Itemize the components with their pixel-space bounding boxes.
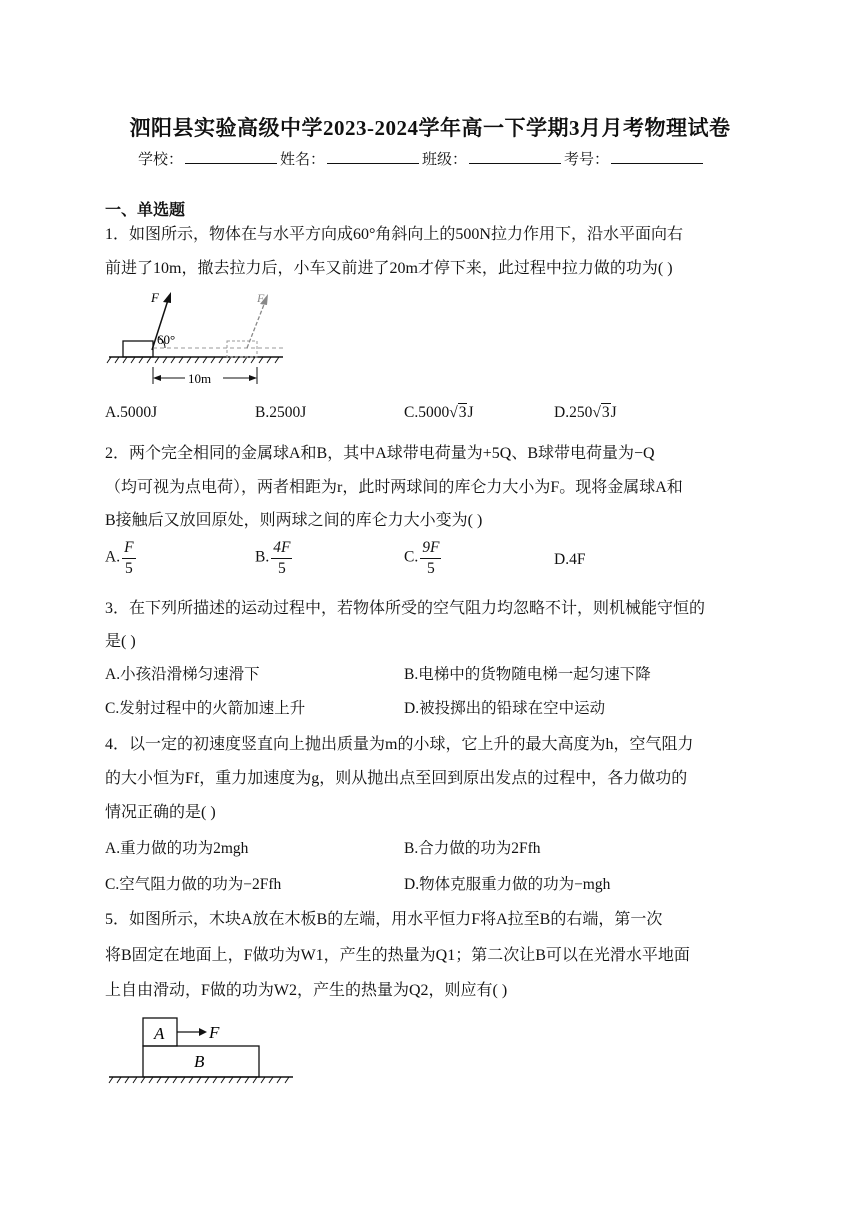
q1-option-c-radicand: 3 bbox=[458, 404, 467, 421]
section-heading: 一、单选题 bbox=[105, 202, 186, 219]
q3-line1: 3．在下列所描述的运动过程中，若物体所受的空气阻力均忽略不计，则机械能守恒的 bbox=[105, 600, 706, 617]
exam-no-blank[interactable] bbox=[611, 151, 703, 164]
q3-option-a[interactable]: A.小孩沿滑梯匀速滑下 bbox=[105, 666, 260, 683]
q5-line3: 上自由滑动，F做的功为W2，产生的热量为Q2，则应有( ) bbox=[105, 982, 508, 999]
q2-option-a-label: A. bbox=[105, 548, 121, 566]
q2-option-b-fraction bbox=[271, 540, 292, 576]
q5-line2: 将B固定在地面上，F做功为W1，产生的热量为Q1；第二次让B可以在光滑水平地面 bbox=[105, 947, 690, 964]
q5-line1: 5．如图所示，木块A放在木板B的左端，用水平恒力F将A拉至B的右端，第一次 bbox=[105, 911, 663, 928]
force-arrow-dashed bbox=[247, 302, 265, 348]
block-start bbox=[123, 341, 153, 357]
q2-option-c-fraction bbox=[420, 540, 441, 576]
q2-option-b-num: 4F bbox=[271, 540, 292, 559]
q2-option-c-den: 5 bbox=[426, 559, 435, 577]
label-f: F bbox=[209, 1023, 220, 1042]
dim-arrow-left bbox=[153, 375, 161, 381]
q2-option-a[interactable] bbox=[105, 540, 136, 576]
q1-option-d-radicand: 3 bbox=[601, 404, 610, 421]
q1-figure bbox=[105, 288, 295, 388]
q3-option-c[interactable]: C.发射过程中的火箭加速上升 bbox=[105, 700, 306, 717]
q1-option-c[interactable]: C.5000√3J bbox=[404, 404, 474, 421]
distance-label: 10m bbox=[188, 371, 212, 386]
q4-option-b[interactable]: B.合力做的功为2Ffh bbox=[404, 840, 541, 857]
label-b: B bbox=[194, 1052, 205, 1071]
q1-option-c-unit: J bbox=[467, 404, 474, 421]
force-label-dashed: F bbox=[257, 291, 265, 305]
q2-line1: 2．两个完全相同的金属球A和B，其中A球带电荷量为+5Q、B球带电荷量为−Q bbox=[105, 445, 655, 462]
q1-option-c-coef: C.5000 bbox=[404, 404, 450, 421]
ground-hatch bbox=[107, 357, 279, 363]
q3-option-d[interactable]: D.被投掷出的铅球在空中运动 bbox=[404, 700, 606, 717]
q5-figure bbox=[105, 1012, 305, 1092]
label-a: A bbox=[154, 1024, 165, 1043]
q3-line2: 是( ) bbox=[105, 633, 136, 650]
school-blank[interactable] bbox=[185, 151, 277, 164]
class-label: 班级： bbox=[422, 152, 468, 168]
q1-option-d-coef: D.250 bbox=[554, 404, 593, 421]
dim-arrow-right bbox=[249, 375, 257, 381]
class-blank[interactable] bbox=[469, 151, 561, 164]
q1-line1: 1．如图所示，物体在与水平方向成60°角斜向上的500N拉力作用下，沿水平面向右 bbox=[105, 226, 683, 243]
q2-option-c[interactable] bbox=[404, 540, 441, 576]
q2-line2: （均可视为点电荷），两者相距为r，此时两球间的库仑力大小为F。现将金属球A和 bbox=[105, 479, 683, 496]
q4-line2: 的大小恒为Ff，重力加速度为g，则从抛出点至回到原出发点的过程中，各力做功的 bbox=[105, 770, 688, 787]
student-info-row bbox=[138, 148, 706, 169]
name-blank[interactable] bbox=[327, 151, 419, 164]
q4-option-c[interactable]: C.空气阻力做的功为−2Ffh bbox=[105, 876, 282, 893]
q4-line1: 4．以一定的初速度竖直向上抛出质量为m的小球，它上升的最大高度为h，空气阻力 bbox=[105, 736, 694, 753]
q1-option-a[interactable]: A.5000J bbox=[105, 404, 158, 421]
q2-option-c-num: 9F bbox=[420, 540, 441, 559]
page-title: 泗阳县实验高级中学2023-2024学年高一下学期3月月考物理试卷 bbox=[129, 116, 731, 140]
q2-option-a-fraction bbox=[122, 540, 135, 576]
q2-option-b-den: 5 bbox=[277, 559, 286, 577]
school-label: 学校： bbox=[138, 152, 184, 168]
q4-option-a[interactable]: A.重力做的功为2mgh bbox=[105, 840, 249, 857]
q2-option-a-num: F bbox=[122, 540, 135, 559]
q1-line2: 前进了10m，撤去拉力后，小车又前进了20m才停下来，此过程中拉力做的功为( ) bbox=[105, 260, 673, 277]
q3-option-b[interactable]: B.电梯中的货物随电梯一起匀速下降 bbox=[404, 666, 651, 683]
q2-line3: B接触后又放回原处，则两球之间的库仑力大小变为( ) bbox=[105, 512, 483, 529]
force-arrowhead bbox=[163, 292, 171, 303]
ground-hatch bbox=[109, 1077, 289, 1083]
q1-option-b[interactable]: B.2500J bbox=[255, 404, 307, 421]
angle-label: 60° bbox=[157, 332, 176, 347]
q4-line3: 情况正确的是( ) bbox=[105, 804, 216, 821]
q1-option-d[interactable]: D.250√3J bbox=[554, 404, 617, 421]
q4-option-d[interactable]: D.物体克服重力做的功为−mgh bbox=[404, 876, 611, 893]
q2-option-a-den: 5 bbox=[124, 559, 133, 577]
q2-option-b-label: B. bbox=[255, 548, 270, 566]
force-f-arrowhead bbox=[199, 1028, 207, 1036]
q2-option-b[interactable] bbox=[255, 540, 292, 576]
q2-option-c-label: C. bbox=[404, 548, 419, 566]
exam-no-label: 考号： bbox=[564, 152, 610, 168]
q2-option-d[interactable]: D.4F bbox=[554, 551, 586, 568]
name-label: 姓名： bbox=[280, 152, 326, 168]
q1-option-d-unit: J bbox=[610, 404, 617, 421]
block-end bbox=[227, 341, 257, 357]
force-label: F bbox=[151, 290, 159, 305]
